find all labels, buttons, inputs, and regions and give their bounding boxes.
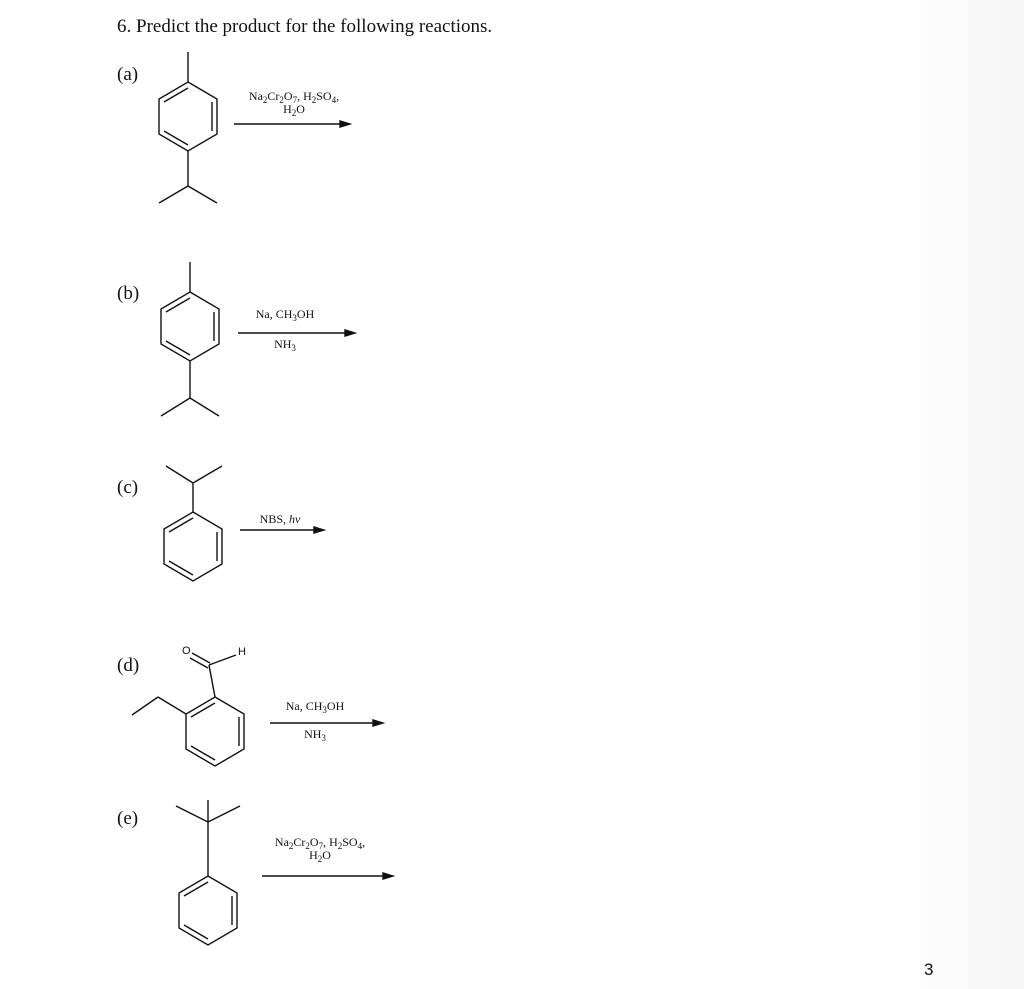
structure-e-tert-butylbenzene — [176, 800, 240, 945]
atom-hydrogen-d: H — [238, 646, 246, 658]
reagent-e-line1: $Na_2Cr_2O_7$, $H_2SO_4$, — [274, 835, 366, 851]
question-title: 6. Predict the product for the following reactions. — [117, 16, 493, 37]
arrowhead-b — [345, 330, 355, 336]
reagent-a-line1: $Na_2Cr_2O_7$, $H_2SO_4$, — [248, 89, 340, 105]
structure-d-ethylbenzaldehyde — [132, 653, 244, 766]
page-number: 3 — [924, 960, 934, 979]
reagent-a-line2: $H_2O$ — [283, 102, 305, 118]
arrowhead-a — [340, 121, 350, 127]
reagent-b-bottom: $NH_3$ — [274, 337, 296, 353]
arrowhead-e — [383, 873, 393, 879]
reagent-d-top: Na, $CH_3OH$ — [285, 699, 345, 715]
structure-a-p-cymene — [159, 52, 217, 203]
arrowhead-d — [373, 720, 383, 726]
reagent-e-line2: $H_2O$ — [309, 848, 331, 864]
reagent-d-bottom: $NH_3$ — [304, 727, 326, 743]
label-b: (b) — [117, 283, 140, 304]
reagent-c: NBS, hv — [259, 512, 301, 526]
reagent-b-top: Na, $CH_3OH$ — [255, 307, 315, 323]
structure-b-p-cymene — [161, 262, 219, 416]
label-d: (d) — [117, 655, 140, 676]
label-a: (a) — [117, 64, 139, 85]
atom-oxygen-d: O — [182, 645, 191, 657]
label-e: (e) — [117, 808, 139, 829]
structure-c-cumene — [164, 466, 222, 581]
label-c: (c) — [117, 477, 139, 498]
arrowhead-c — [314, 527, 324, 533]
